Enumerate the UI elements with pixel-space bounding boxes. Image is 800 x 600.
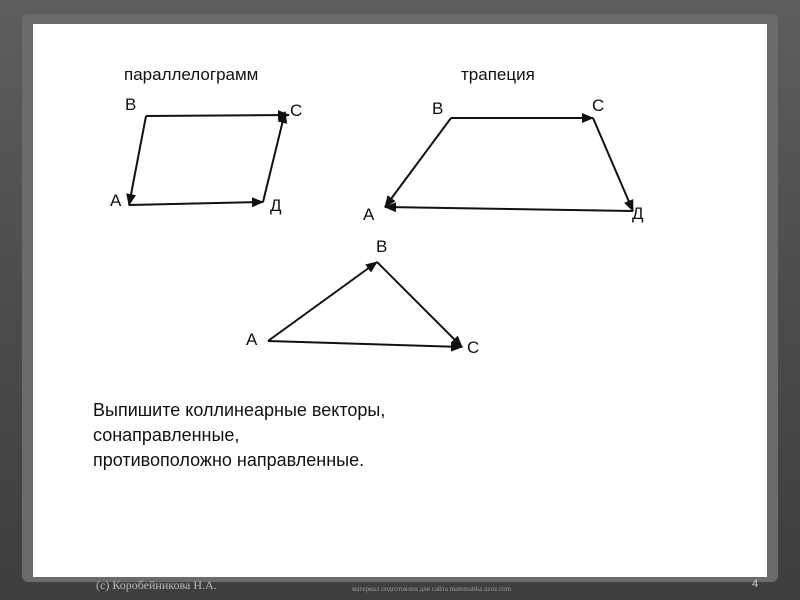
vector-ab-triangle — [268, 262, 377, 341]
vector-da-trapezoid — [385, 207, 633, 211]
footer-note: материал подготовлен для сайта matematika.ucoz.com — [352, 585, 512, 593]
page-number: 4 — [752, 578, 759, 590]
parallelogram-label-d: Д — [270, 196, 282, 215]
trapezoid-label-b: В — [432, 99, 444, 118]
trapezoid-title: трапеция — [461, 65, 535, 84]
trapezoid-label-a: А — [363, 205, 375, 224]
task-text — [93, 398, 385, 473]
trapezoid-label-d: Д — [632, 204, 644, 223]
vector-cd-trapezoid — [593, 118, 633, 211]
footer-author: (с) Коробейникова Н.А. — [96, 578, 217, 592]
vector-dc-parallelogram — [263, 112, 285, 202]
trapezoid-label-c: С — [592, 96, 605, 115]
parallelogram-label-a: А — [110, 191, 122, 210]
task-line-2: сонаправленные, — [93, 425, 240, 445]
parallelogram-label-c: С — [290, 101, 303, 120]
triangle-label-c: С — [467, 338, 480, 357]
task-line-3: противоположно направленные. — [93, 450, 365, 470]
vector-ac-triangle — [268, 341, 462, 347]
triangle-label-a: А — [246, 330, 258, 349]
vector-ad-parallelogram — [129, 202, 263, 205]
task-line-1: Выпишите коллинеарные векторы, — [93, 400, 386, 420]
vector-ba-trapezoid — [385, 118, 451, 207]
vector-bc-parallelogram — [146, 115, 289, 116]
vector-ba-parallelogram — [129, 116, 146, 205]
vector-bc-triangle — [377, 262, 462, 347]
parallelogram-label-b: В — [125, 95, 137, 114]
triangle-label-b: В — [376, 237, 388, 256]
parallelogram-title: параллелограмм — [124, 65, 259, 84]
